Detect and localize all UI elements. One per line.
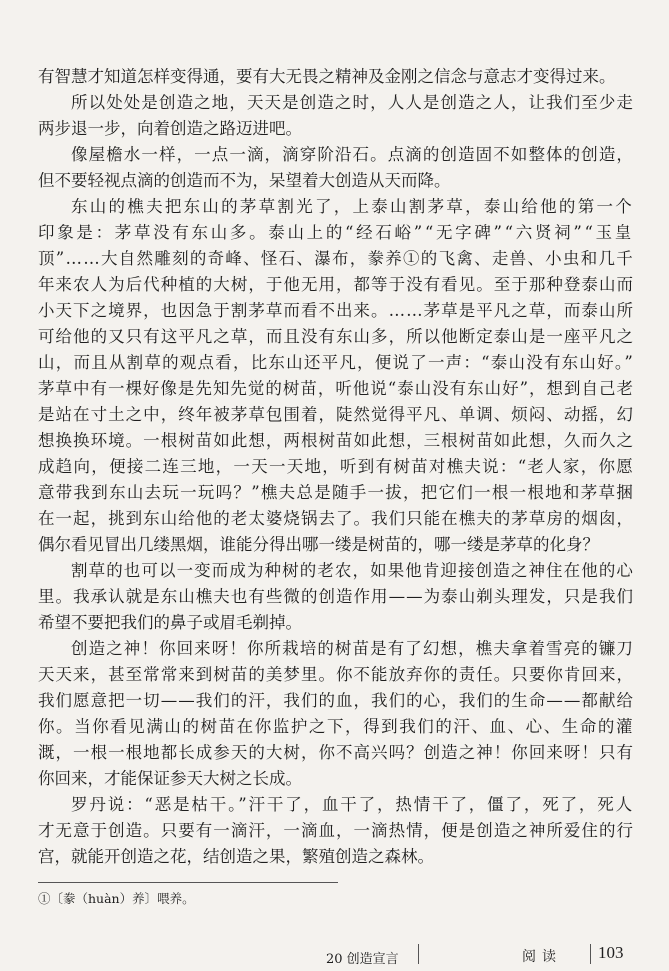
text-line: 里。我承认就是东山樵夫也有些微的创造作用——为泰山剃头理发，只是我们 bbox=[38, 587, 634, 606]
text-line: 希望不要把我们的鼻子或眉毛剃掉。 bbox=[38, 613, 302, 632]
footnote: ①〔豢（huàn）养〕喂养。 bbox=[38, 891, 195, 906]
text-line: 但不要轻视点滴的创造而不为，呆望着大创造从天而降。 bbox=[38, 171, 451, 190]
text-line: 罗丹说：“恶是枯干。”汗干了，血干了，热情干了，僵了，死了，死人 bbox=[71, 795, 634, 814]
text-line: 想换换环境。一根树苗如此想，两根树苗如此想，三根树苗如此想，久而久之 bbox=[38, 431, 634, 450]
text-line: 东山的樵夫把东山的茅草割光了，上泰山割茅草，泰山给他的第一个 bbox=[71, 197, 634, 216]
footer-divider bbox=[590, 944, 591, 964]
text-line: 在一起，挑到东山给他的老太婆烧锅去了。我们只能在樵夫的茅草房的烟囱， bbox=[38, 509, 634, 528]
text-line: 茅草中有一棵好像是先知先觉的树苗，听他说“泰山没有东山好”，想到自己老 bbox=[38, 379, 634, 398]
text-line: 创造之神！你回来呀！你所栽培的树苗是有了幻想，樵夫拿着雪亮的镰刀 bbox=[71, 639, 634, 658]
text-line: 宫，就能开创造之花，结创造之果，繁殖创造之森林。 bbox=[38, 847, 434, 866]
text-line: 意带我到东山去玩一玩吗？”樵夫总是随手一拔，把它们一根一根地和茅草捆 bbox=[38, 483, 634, 502]
text-line: 山，而且从割草的观点看，比东山还平凡，便说了一声：“泰山没有东山好。” bbox=[38, 353, 634, 372]
text-line: 割草的也可以一变而成为种树的老农，如果他肯迎接创造之神住在他的心 bbox=[71, 561, 634, 580]
text-line: 溉，一根一根地都长成参天的大树，你不高兴吗？创造之神！你回来呀！只有 bbox=[38, 743, 634, 762]
text-line: 像屋檐水一样，一点一滴，滴穿阶沿石。点滴的创造固不如整体的创造， bbox=[71, 145, 634, 164]
text-line: 偶尔看见冒出几缕黑烟，谁能分得出哪一缕是树苗的，哪一缕是茅草的化身？ bbox=[38, 535, 599, 554]
text-line: 你回来，才能保证参天大树之长成。 bbox=[38, 769, 302, 788]
text-line: 两步退一步，向着创造之路迈进吧。 bbox=[38, 119, 302, 138]
text-line: 是站在寸土之中，终年被茅草包围着，陡然觉得平凡、单调、烦闷、动摇，幻 bbox=[38, 405, 634, 424]
text-line: 我们愿意把一切——我们的汗，我们的血，我们的心，我们的生命——都献给 bbox=[38, 691, 634, 710]
body-text bbox=[38, 64, 634, 870]
footer-chapter: 20 创造宣言 bbox=[326, 952, 399, 967]
footer-section: 阅读 bbox=[522, 949, 562, 965]
text-line: 可给他的又只有这平凡之草，而且没有东山多，所以他断定泰山是一座平凡之 bbox=[38, 327, 634, 346]
footnote-divider bbox=[38, 882, 338, 883]
text-line: 天天来，甚至常常来到树苗的美梦里。你不能放弃你的责任。只要你肯回来， bbox=[38, 665, 634, 684]
text-line: 年来农人为后代种植的大树，于他无用，都等于没有看见。至于那种登泰山而 bbox=[38, 275, 634, 294]
text-line: 有智慧才知道怎样变得通，要有大无畏之精神及金刚之信念与意志才变得过来。 bbox=[38, 67, 616, 86]
text-line: 成趋向，便接二连三地，一天一天地，听到有树苗对樵夫说：“老人家，你愿 bbox=[38, 457, 634, 476]
text-line: 才无意于创造。只要有一滴汗，一滴血，一滴热情，便是创造之神所爱住的行 bbox=[38, 821, 634, 840]
text-line: 印象是：茅草没有东山多。泰山上的“经石峪”“无字碑”“六贤祠”“玉皇 bbox=[38, 223, 634, 242]
text-line: 你。当你看见满山的树苗在你监护之下，得到我们的汗、血、心、生命的灌 bbox=[38, 717, 634, 736]
text-line: 小天下之境界，也因急于割茅草而看不出来。……茅草是平凡之草，而泰山所 bbox=[38, 301, 634, 320]
text-line: 顶”……大自然雕刻的奇峰、怪石、瀑布，豢养①的飞禽、走兽、小虫和几千 bbox=[38, 249, 634, 268]
footer-divider bbox=[418, 944, 419, 964]
page-footer bbox=[0, 938, 669, 968]
page-number: 103 bbox=[598, 943, 624, 962]
text-line: 所以处处是创造之地，天天是创造之时，人人是创造之人，让我们至少走 bbox=[71, 93, 634, 112]
